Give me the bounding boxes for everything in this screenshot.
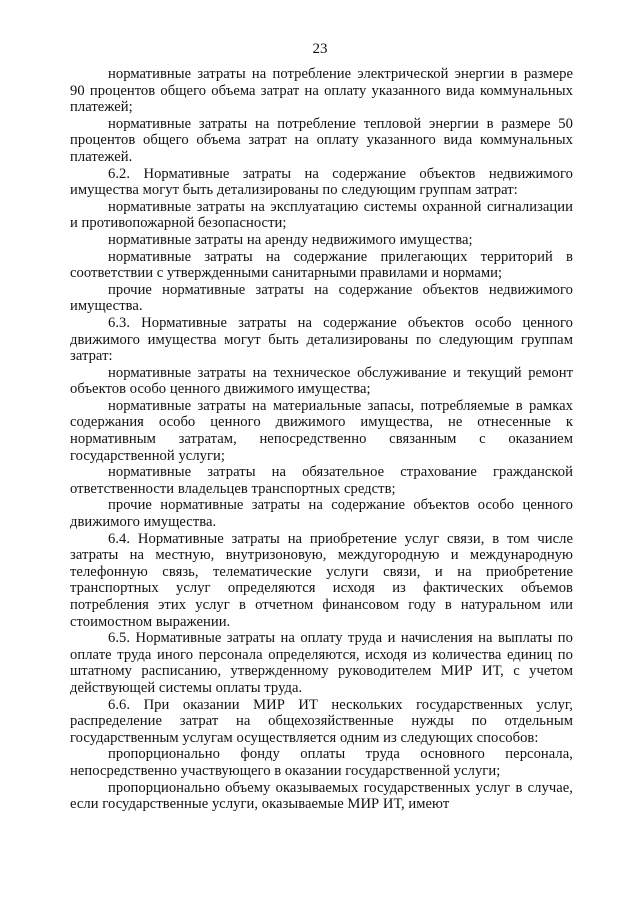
- paragraph: 6.5. Нормативные затраты на оплату труда и начисления на выплаты по оплате труда иного персонала определяются, исходя из количества единиц по штатному расписанию, утвержденному руководителем МИР ИТ, с учетом действующей системы оплаты труда.: [70, 630, 573, 696]
- paragraph: 6.3. Нормативные затраты на содержание объектов особо ценного движимого имущества могут быть детализированы по следующим группам затрат:: [70, 314, 573, 365]
- paragraph: нормативные затраты на потребление тепловой энергии в размере 50 процентов общего объема затрат на оплату указанного вида коммунальных платежей.: [70, 115, 573, 165]
- paragraph: нормативные затраты на материальные запасы, потребляемые в рамках содержания особо ценного движимого имущества, не отнесенные к нормативным затратам, непосредственно связанным с оказанием государственной услуги;: [70, 397, 573, 464]
- paragraph: нормативные затраты на эксплуатацию системы охранной сигнализации и противопожарной безопасности;: [70, 198, 573, 232]
- paragraph: 6.6. При оказании МИР ИТ нескольких государственных услуг, распределение затрат на общехозяйственные нужды по отдельным государственным услугам осуществляется одним из следующих способов:: [70, 696, 573, 746]
- page-number: 23: [312, 41, 328, 57]
- paragraph: 6.2. Нормативные затраты на содержание объектов недвижимого имущества могут быть детализированы по следующим группам затрат:: [70, 165, 573, 199]
- paragraph: прочие нормативные затраты на содержание объектов особо ценного движимого имущества.: [70, 497, 573, 531]
- paragraph: нормативные затраты на потребление электрической энергии в размере 90 процентов общего объема затрат на оплату указанного вида коммунальных платежей;: [70, 66, 573, 116]
- paragraph: 6.4. Нормативные затраты на приобретение услуг связи, в том числе затраты на местную, внутризоновую, междугородную и международную телефонную связь, телематические услуги связи, и на приобретение транспортных услуг определяются исходя из фактических объемов потребления этих услуг в отчетном финансовом году в натуральном или стоимостном выражении.: [70, 530, 573, 630]
- paragraph: прочие нормативные затраты на содержание объектов недвижимого имущества.: [70, 281, 573, 315]
- paragraph: нормативные затраты на содержание прилегающих территорий в соответствии с утвержденными санитарными правилами и нормами;: [70, 248, 573, 282]
- paragraph: нормативные затраты на обязательное страхование гражданской ответственности владельцев транспортных средств;: [70, 464, 573, 497]
- paragraph: пропорционально фонду оплаты труда основного персонала, непосредственно участвующего в оказании государственной услуги;: [70, 746, 573, 779]
- document-body: [70, 66, 573, 813]
- paragraph: нормативные затраты на техническое обслуживание и текущий ремонт объектов особо ценного движимого имущества;: [70, 364, 573, 398]
- paragraph: нормативные затраты на аренду недвижимого имущества;: [108, 231, 473, 248]
- paragraph: пропорционально объему оказываемых государственных услуг в случае, если государственные услуги, оказываемые МИР ИТ, имеют: [70, 779, 573, 813]
